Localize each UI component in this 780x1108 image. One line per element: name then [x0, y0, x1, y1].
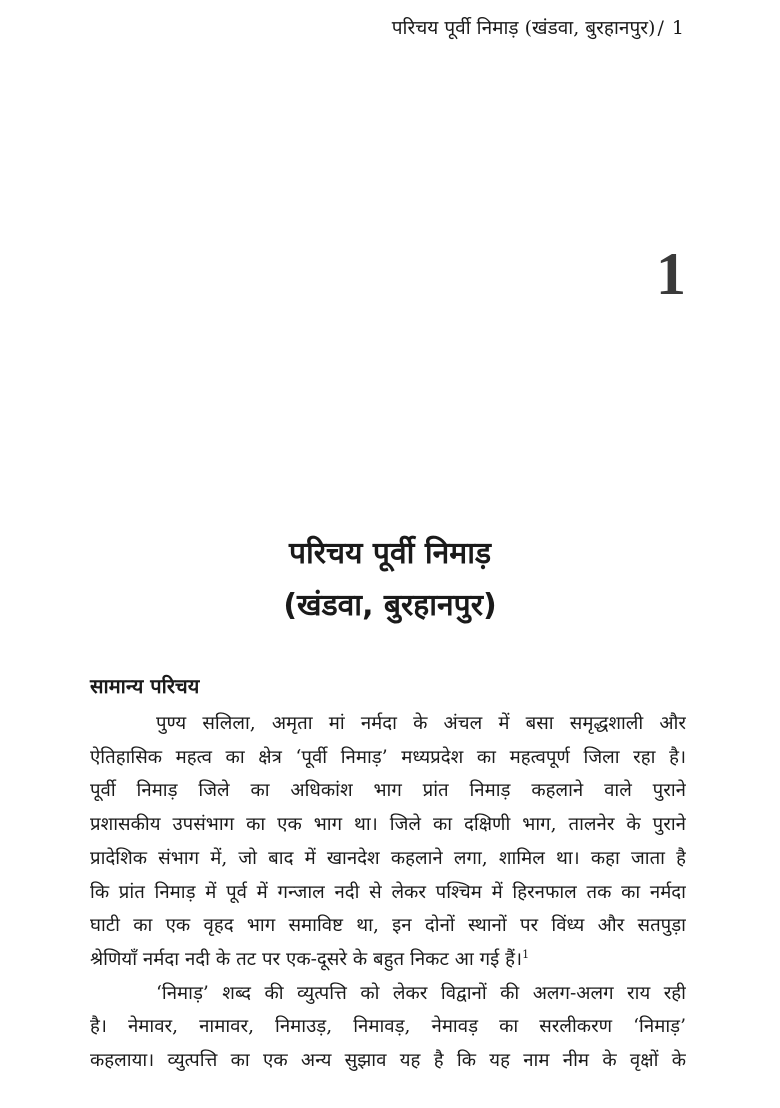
text-line: है। नेमावर, नामावर, निमाउड़, निमावड़, नेमावड़ का सरलीकरण ‘निमाड़’: [90, 1016, 686, 1038]
section-heading: सामान्य परिचय: [90, 674, 200, 698]
text-line: प्रादेशिक संभाग में, जो बाद में खानदेश कहलाने लगा, शामिल था। कहा जाता है: [90, 847, 686, 869]
running-title: परिचय पूर्वी निमाड़ (खंडवा, बुरहानपुर): [391, 17, 656, 39]
text-line: पूर्वी निमाड़ जिले का अधिकांश भाग प्रांत निमाड़ कहलाने वाले पुराने: [90, 780, 686, 802]
chapter-title-line-1: परिचय पूर्वी निमाड़: [288, 536, 492, 571]
text-line: श्रेणियाँ नर्मदा नदी के तट पर एक-दूसरे के बहुत निकट आ गई हैं।: [90, 948, 523, 970]
chapter-title-line-2: (खंडवा, बुरहानपुर): [283, 588, 497, 623]
text-line: घाटी का एक वृहद भाग समाविष्ट था, इन दोनों स्थानों पर विंध्य और सतपुड़ा: [90, 915, 686, 937]
body-text: [90, 707, 686, 1078]
text-line: ‘निमाड़’ शब्द की व्युत्पत्ति को लेकर विद्वानों की अलग-अलग राय रही: [156, 982, 686, 1004]
text-line: कहलाया। व्युत्पत्ति का एक अन्य सुझाव यह है कि यह नाम नीम के वृक्षों के: [90, 1050, 686, 1072]
text-line: कि प्रांत निमाड़ में पूर्व में गन्जाल नदी से लेकर पश्चिम में हिरनफाल तक का नर्मदा: [90, 881, 686, 903]
text-line-with-footnote: [90, 943, 686, 977]
running-header: [392, 14, 684, 40]
text-line: पुण्य सलिला, अमृता मां नर्मदा के अंचल में बसा समृद्धशाली और: [156, 713, 686, 734]
page-number: 1: [671, 17, 684, 39]
chapter-title: [0, 528, 780, 632]
text-line: प्रशासकीय उपसंभाग का एक भाग था। जिले का दक्षिणी भाग, तालनेर के पुराने: [90, 814, 686, 836]
footnote-marker[interactable]: 1: [522, 947, 530, 961]
header-separator: /: [657, 17, 664, 39]
chapter-number: 1: [656, 241, 686, 307]
text-line: ऐतिहासिक महत्व का क्षेत्र ‘पूर्वी निमाड़’ मध्यप्रदेश का महत्वपूर्ण जिला रहा है।: [90, 746, 686, 768]
